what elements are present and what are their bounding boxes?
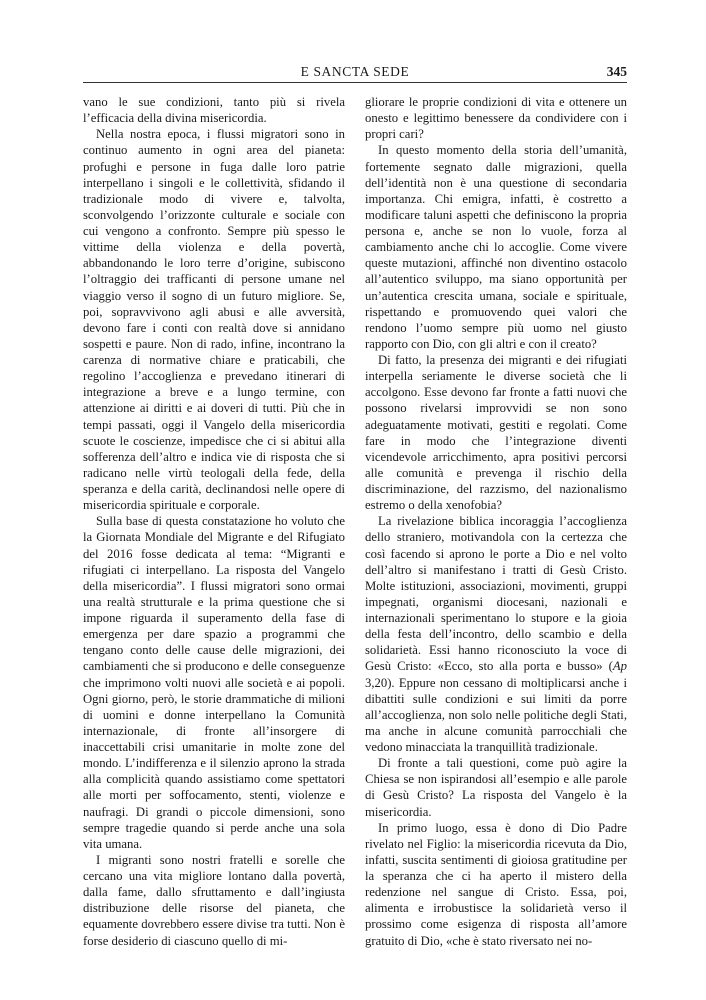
paragraph: In primo luogo, essa è dono di Dio Padre rivelato nel Figlio: la misericordia ricevuta da Dio, infatti, suscita sentimenti di gioiosa gratitudine per la speranza che ci ha aperto il mistero della redenzione nel sangue di Cristo. Essa, poi, alimenta e irrobustisce la solidarietà verso il prossimo come esigenza di risposta all’amore gratuito di Dio, «che è stato riversato nei no- — [365, 820, 627, 948]
scripture-reference: Ap — [612, 659, 627, 674]
page-number: 345 — [606, 64, 627, 79]
paragraph: vano le sue condizioni, tanto più si rivela l’efficacia della divina misericordia. — [83, 95, 345, 126]
paragraph — [365, 513, 627, 755]
paragraph: Di fronte a tali questioni, come può agire la Chiesa se non ispirandosi all’esempio e alle parole di Gesù Cristo? La risposta del Vangelo è la misericordia. — [365, 756, 627, 819]
running-header — [83, 62, 627, 83]
paragraph: Nella nostra epoca, i flussi migratori sono in continuo aumento in ogni area del pianeta: profughi e persone in fuga dalle loro patrie interpellano i singoli e le collettività, sfidando il tradizionale modo di vivere e, talvolta, sconvolgendo l’orizzonte culturale e sociale con cui vengono a confronto. Sempre più spesso le vittime della violenza e della povertà, abbandonando le loro terre d’origine, subiscono l’oltraggio dei trafficanti di persone umane nel viaggio verso il sogno di un futuro migliore. Se, poi, sopravvivono agli abusi e alle avversità, devono fare i conti con realtà dove si annidano sospetti e paure. Non di rado, infine, incontrano la carenza di normative chiare e praticabili, che regolino l’accoglienza e prevedano itinerari di integrazione a breve e a lungo termine, con attenzione ai diritti e ai doveri di tutti. Più che in tempi passati, oggi il Vangelo della misericordia scuote le coscienze, impedisce che ci si abitui alla sofferenza dell’altro e indica vie di risposta che si radicano nelle virtù teologali della fede, della speranza e della carità, declinandosi nelle opere di misericordia spirituale e corporale. — [83, 127, 345, 513]
paragraph-text: La rivelazione biblica incoraggia l’accoglienza dello straniero, motivandola con la certezza che così facendo si aprono le porte a Dio e nel volto dell’altro si manifestano i tratti di Gesù Cristo. Molte istituzioni, associazioni, movimenti, gruppi impegnati, organismi diocesani, nazionali e internazionali sperimentano lo stupore e la gioia della festa dell’incontro, dello scambio e della solidarietà. Essi hanno riconosciuto la voce di Gesù Cristo: «Ecco, sto alla porta e busso» ( — [365, 514, 627, 674]
paragraph: In questo momento della storia dell’umanità, fortemente segnato dalle migrazioni, quella dell’identità non è una questione di secondaria importanza. Chi emigra, infatti, è costretto a modificare taluni aspetti che definiscono la propria persona e, anche se non lo vuole, forza al cambiamento anche chi lo accoglie. Come vivere queste mutazioni, affinché non diventino ostacolo all’autentico sviluppo, ma siano opportunità per un’autentica crescita umana, sociale e spirituale, rispettando e promuovendo quei valori che rendono l’uomo sempre più uomo nel giusto rapporto con Dio, con gli altri e con il creato? — [365, 143, 627, 351]
left-column — [83, 94, 345, 949]
paragraph: I migranti sono nostri fratelli e sorelle che cercano una vita migliore lontano dalla povertà, dalla fame, dallo sfruttamento e dall’ingiusta distribuzione delle risorse del pianeta, che equamente dovrebbero essere divise tra tutti. Non è forse desiderio di ciascuno quello di mi- — [83, 852, 345, 948]
paragraph: Sulla base di questa constatazione ho voluto che la Giornata Mondiale del Migrante e del Rifugiato del 2016 fosse dedicata al tema: “Migranti e rifugiati ci interpellano. La risposta del Vangelo della misericordia”. I flussi migratori sono ormai una realtà strutturale e la prima questione che si impone riguarda il superamento della fase di emergenza per dare spazio a programmi che tengano conto delle cause delle migrazioni, dei cambiamenti che si producono e delle conseguenze che imprimono volti nuovi alle società e ai popoli. Ogni giorno, però, le storie drammatiche di milioni di uomini e donne interpellano la Comunità internazionale, di fronte all’insorgere di inaccettabili crisi umanitarie in molte zone del mondo. L’indifferenza e il silenzio aprono la strada alla complicità quando assistiamo come spettatori alle morti per soffocamento, stenti, violenze e naufragi. Di grandi o piccole dimensioni, sono sempre tragedie quando si perde anche una sola vita umana. — [83, 514, 345, 851]
paragraph: gliorare le proprie condizioni di vita e ottenere un onesto e legittimo benessere da condividere con i propri cari? — [365, 95, 627, 142]
paragraph: Di fatto, la presenza dei migranti e dei rifugiati interpella seriamente le diverse società che li accolgono. Esse devono far fronte a fatti nuovi che possono rivelarsi improvvidi se non sono adeguatamente motivati, gestiti e regolati. Come fare in modo che l’integrazione diventi vicendevole arricchimento, apra positivi percorsi alle comunità e prevenga il rischio della discriminazione, del razzismo, del nazionalismo estremo o della xenofobia? — [365, 353, 627, 513]
right-column — [365, 94, 627, 949]
running-title: E SANCTA SEDE — [300, 64, 410, 79]
paragraph-text: 3,20). Eppure non cessano di moltiplicarsi anche i dibattiti sulle condizioni e sui limiti da porre all’accoglienza, non solo nelle politiche degli Stati, ma anche in alcune comunità parrocchiali che vedono minacciata la tranquillità tradizionale. — [365, 675, 627, 754]
